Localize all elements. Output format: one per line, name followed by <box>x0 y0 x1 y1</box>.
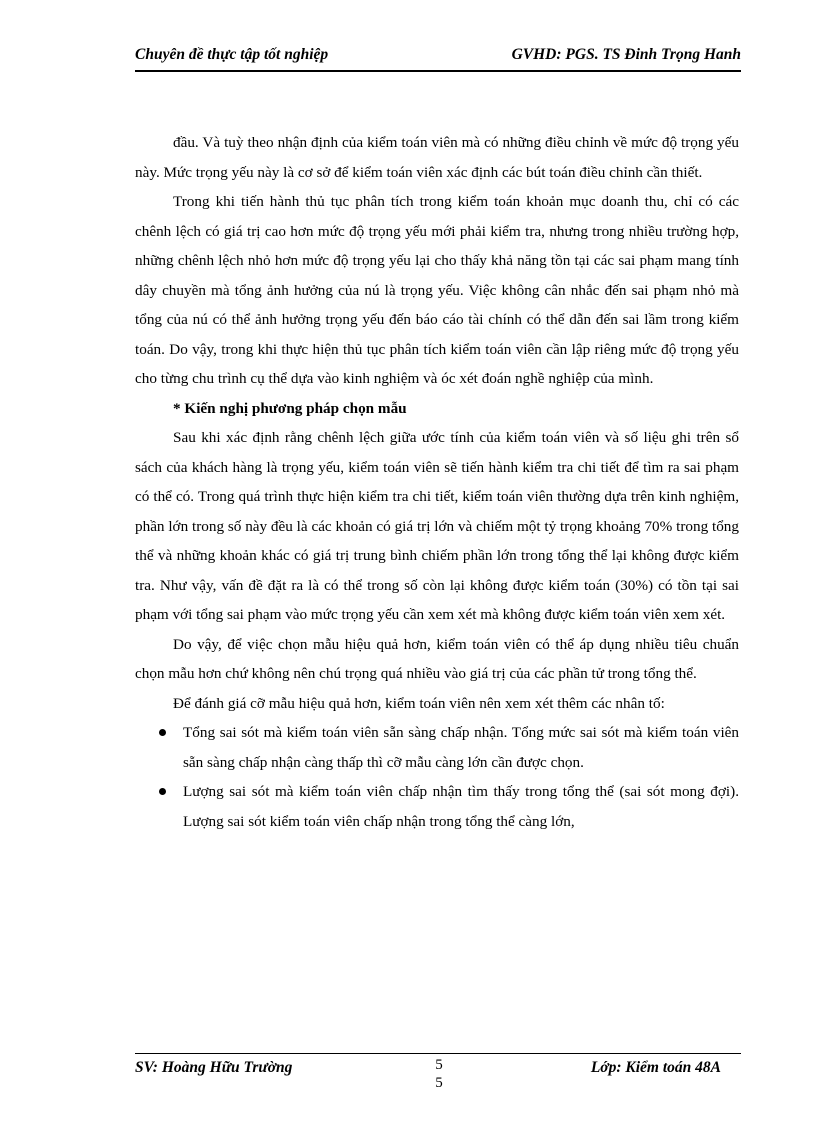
page-header <box>135 44 741 72</box>
page-number <box>432 1056 446 1092</box>
page-footer <box>135 1053 741 1091</box>
bullet-icon <box>159 788 166 795</box>
paragraph: Trong khi tiến hành thủ tục phân tích trong kiểm toán khoản mục doanh thu, chỉ có các chênh lệch có giá trị cao hơn mức độ trọng yếu mới phải kiểm tra, nhưng trong nhiều trường hợp, những chênh lệch nhỏ hơn mức độ trọng yếu lại cho thấy khả năng tồn tại các sai phạm mang tính dây chuyền mà tổng ảnh hưởng của nú là trọng yếu. Việc không cân nhắc đến sai phạm nhỏ mà tổng của nú có thể ảnh hưởng trọng yếu đến báo cáo tài chính có thể dẫn đến sai lầm trong kiểm toán. Do vậy, trong khi thực hiện thủ tục phân tích kiểm toán viên cần lập riêng mức độ trọng yếu cho từng chu trình cụ thể dựa vào kinh nghiệm và óc xét đoán nghề nghiệp của mình. <box>135 193 739 387</box>
header-supervisor: GVHD: PGS. TS Đinh Trọng Hanh <box>511 46 741 63</box>
list-item <box>135 718 739 777</box>
list-item-text: Tổng sai sót mà kiểm toán viên sẵn sàng chấp nhận. Tổng mức sai sót mà kiểm toán viên sẵn sàng chấp nhận càng thấp thì cỡ mẫu càng lớn cần được chọn. <box>183 724 739 771</box>
page-number-bottom: 5 <box>435 1075 443 1091</box>
bullet-icon <box>159 729 166 736</box>
bullet-list <box>135 718 739 836</box>
paragraph: Để đánh giá cỡ mẫu hiệu quả hơn, kiểm toán viên nên xem xét thêm các nhân tố: <box>173 694 665 712</box>
list-item <box>135 777 739 836</box>
page-number-top: 5 <box>435 1057 443 1073</box>
footer-student: SV: Hoàng Hữu Trường <box>135 1059 293 1076</box>
header-title: Chuyên đề thực tập tốt nghiệp <box>135 46 329 63</box>
footer-class: Lớp: Kiểm toán 48A <box>590 1059 721 1076</box>
paragraph: đầu. Và tuỳ theo nhận định của kiểm toán viên mà có những điều chỉnh về mức độ trọng yếu này. Mức trọng yếu này là cơ sở để kiểm toán viên xác định các bút toán điều chỉnh cần thiết. <box>135 134 739 181</box>
list-item-text: Lượng sai sót mà kiểm toán viên chấp nhận tìm thấy trong tổng thể (sai sót mong đợi). Lượng sai sót kiểm toán viên chấp nhận trong tổng thể càng lớn, <box>183 783 739 830</box>
section-heading: * Kiến nghị phương pháp chọn mẫu <box>173 399 407 417</box>
document-body <box>135 128 739 836</box>
paragraph: Sau khi xác định rằng chênh lệch giữa ước tính của kiểm toán viên và số liệu ghi trên sổ sách của khách hàng là trọng yếu, kiểm toán viên sẽ tiến hành kiểm tra chi tiết để tìm ra sai phạm có thể có. Trong quá trình thực hiện kiểm tra chi tiết, kiểm toán viên thường dựa trên kinh nghiệm, phần lớn trong số này đều là các khoản có giá trị lớn và chiếm một tỷ trọng khoảng 70% trong tổng thể và những khoản khác có giá trị trung bình chiếm phần lớn trong tổng thể lại không được kiểm tra. Như vậy, vấn đề đặt ra là có thể trong số còn lại không được kiểm toán (30%) có tồn tại sai phạm với tổng sai phạm vào mức trọng yếu cần xem xét mà không được kiểm toán viên xem xét. <box>135 429 739 623</box>
paragraph: Do vậy, để việc chọn mẫu hiệu quả hơn, kiểm toán viên có thể áp dụng nhiều tiêu chuẩn chọn mẫu hơn chứ không nên chú trọng quá nhiều vào giá trị của các phần tử trong tổng thể. <box>135 635 739 682</box>
